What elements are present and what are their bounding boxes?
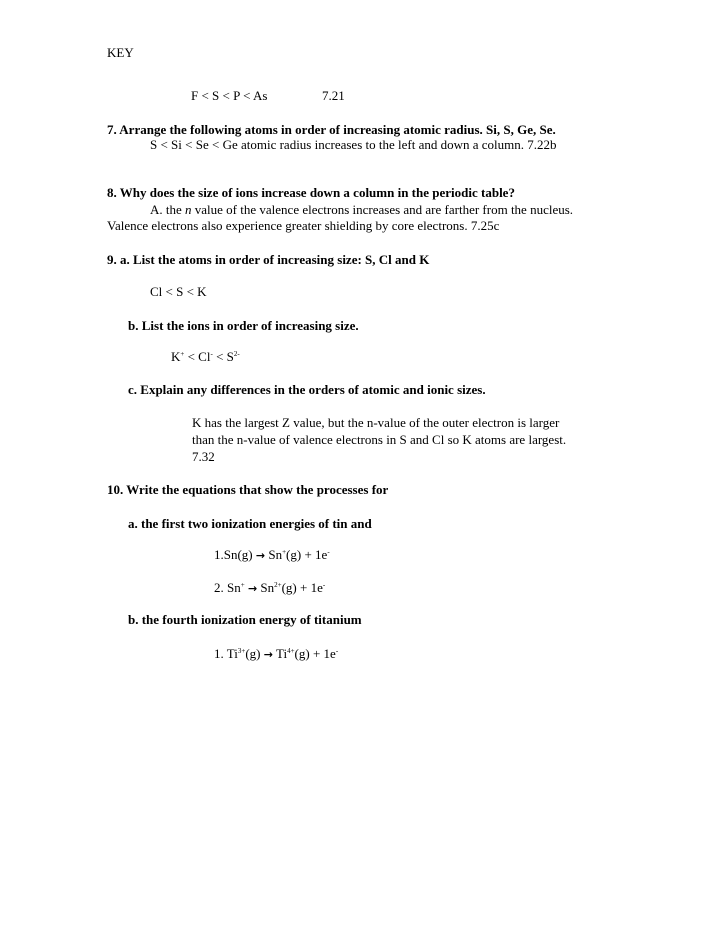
eq3-rhs: (g) + 1e xyxy=(294,646,336,661)
eq3-electron-charge: - xyxy=(335,647,339,655)
q10b-equation-1 xyxy=(214,646,338,663)
eq1-electron-charge: - xyxy=(327,548,330,556)
key-label: KEY xyxy=(107,45,134,60)
eq1-mid: Sn xyxy=(265,547,283,562)
eq2-mid: Sn xyxy=(257,580,275,595)
q9b-k-charge: + xyxy=(180,350,185,358)
q9b-sep1: < Cl xyxy=(184,349,211,364)
eq3-lhs-charge: 3+ xyxy=(237,647,246,655)
q9b-question: b. List the ions in order of increasing size. xyxy=(128,318,359,333)
q9b-cl-charge: - xyxy=(210,350,213,358)
q9a-question: 9. a. List the atoms in order of increasing size: S, Cl and K xyxy=(107,252,430,267)
q8-answer-line1 xyxy=(150,202,573,218)
eq2-rhs: (g) + 1e xyxy=(281,580,323,595)
q9c-answer-line3: 7.32 xyxy=(192,449,215,464)
q9b-answer xyxy=(171,349,240,365)
eq2-lhs-charge: + xyxy=(240,581,245,589)
q8-question: 8. Why does the size of ions increase down a column in the periodic table? xyxy=(107,185,515,200)
q7-answer: S < Si < Se < Ge atomic radius increases to the left and down a column. 7.22b xyxy=(150,137,557,152)
eq2-lhs: 2. Sn xyxy=(214,580,241,595)
q10b-question: b. the fourth ionization energy of titanium xyxy=(128,612,362,627)
q8-answer-prefix: A. the xyxy=(150,202,186,217)
eq1-lhs: 1.Sn(g) xyxy=(214,547,256,562)
eq2-charge: 2+ xyxy=(274,581,282,589)
right-arrow-icon: → xyxy=(247,582,258,595)
eq3-mid: Ti xyxy=(272,646,288,661)
right-arrow-icon: → xyxy=(263,648,273,661)
q9b-k: K xyxy=(171,349,181,364)
q10a-equation-2 xyxy=(214,580,325,597)
q9c-answer-line1: K has the largest Z value, but the n-value of the outer electron is larger xyxy=(192,415,560,430)
q9c-question: c. Explain any differences in the orders of atomic and ionic sizes. xyxy=(128,382,486,397)
right-arrow-icon: → xyxy=(255,549,266,562)
q6-reference: 7.21 xyxy=(322,88,345,103)
q8-answer-line2: Valence electrons also experience greater shielding by core electrons. 7.25c xyxy=(107,218,500,233)
q6-answer: F < S < P < As xyxy=(191,88,268,103)
eq3-lhs: 1. Ti xyxy=(214,646,238,661)
q8-answer-suffix: value of the valence electrons increases and are farther from the nucleus. xyxy=(191,202,574,217)
q10-question: 10. Write the equations that show the processes for xyxy=(107,482,389,497)
eq3-charge: 4+ xyxy=(287,647,295,655)
eq1-charge: + xyxy=(282,548,287,556)
q9a-answer: Cl < S < K xyxy=(150,284,207,299)
eq3-lhs2: (g) xyxy=(245,646,264,661)
q9b-s-charge: 2- xyxy=(233,350,240,358)
q9b-sep2: < S xyxy=(212,349,234,364)
eq2-electron-charge: - xyxy=(322,581,326,589)
q8-answer-n: n xyxy=(185,202,192,217)
q10a-question: a. the first two ionization energies of tin and xyxy=(128,516,372,531)
q10a-equation-1 xyxy=(214,547,330,564)
eq1-rhs: (g) + 1e xyxy=(286,547,328,562)
q9c-answer-line2: than the n-value of valence electrons in S and Cl so K atoms are largest. xyxy=(192,432,567,447)
q7-question: 7. Arrange the following atoms in order of increasing atomic radius. Si, S, Ge, Se. xyxy=(107,122,556,137)
